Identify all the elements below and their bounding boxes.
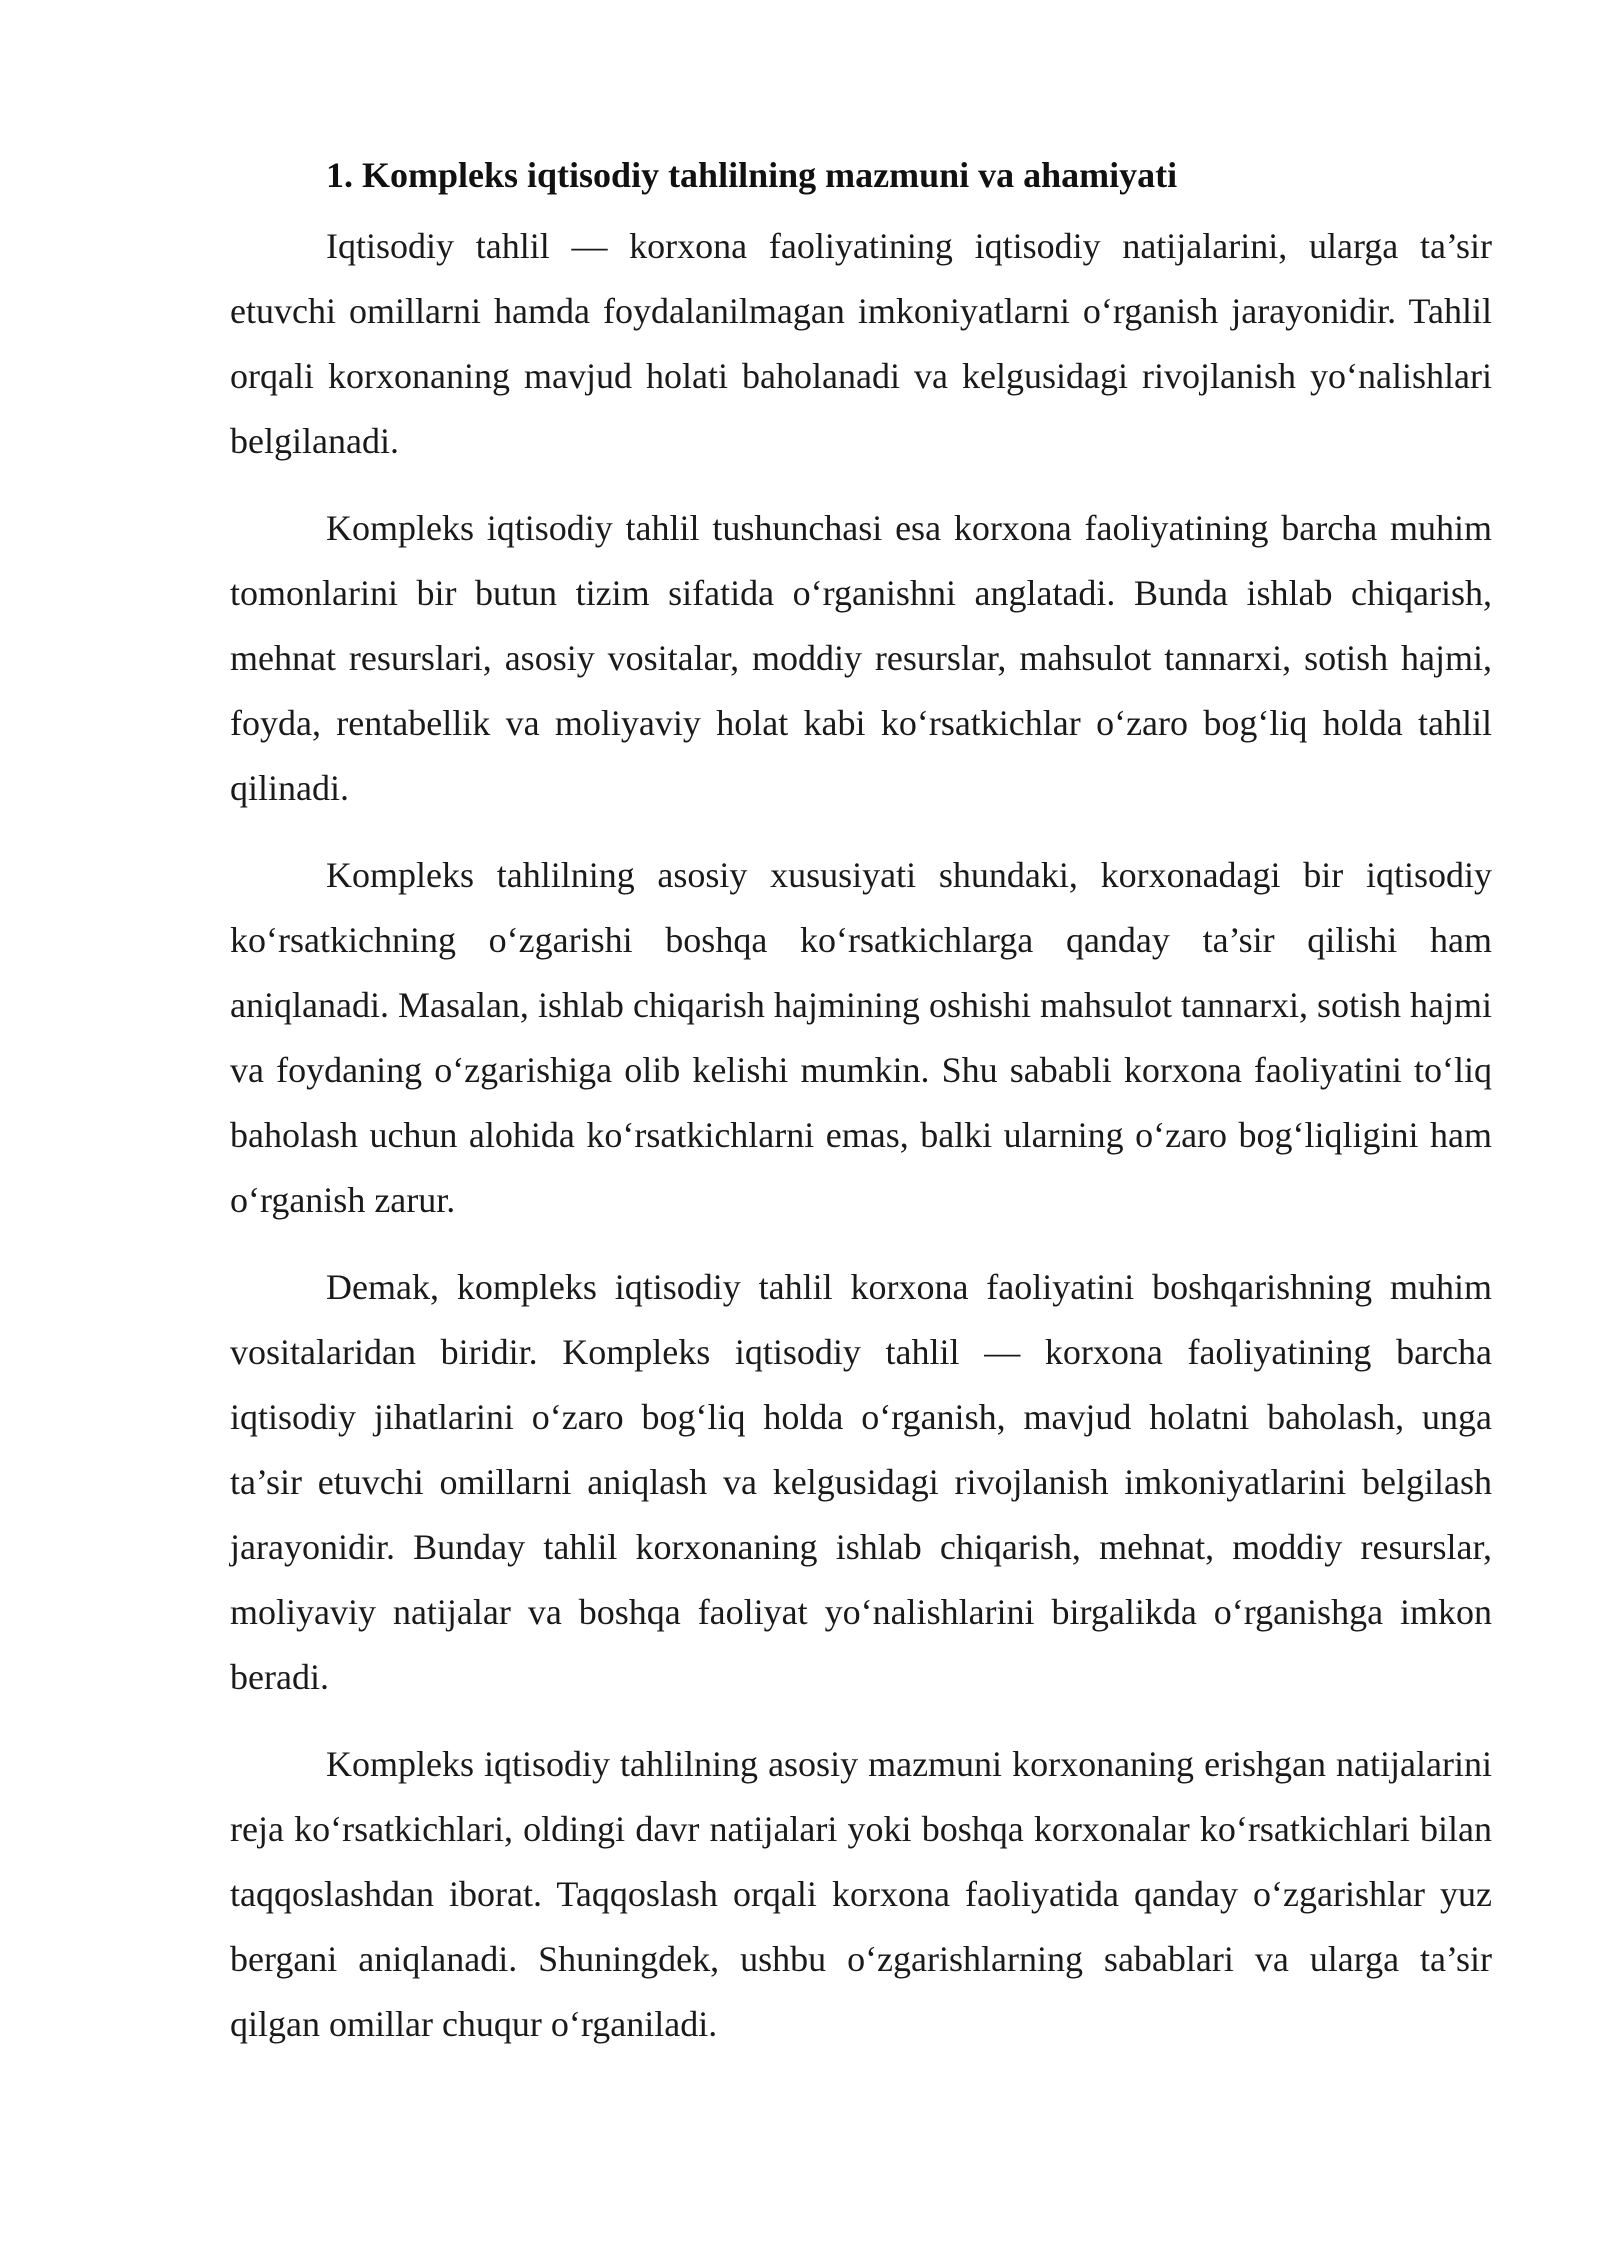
paragraph-5: Kompleks iqtisodiy tahlilning asosiy mazmuni korxonaning erishgan natijalarini reja ko‘rsatkichlari, oldingi davr natijalari yoki boshqa korxonalar ko‘rsatkichlari bilan taqqoslashdan iborat. Taqqoslash orqali korxona faoliyatida qanday o‘zgarishlar yuz bergani aniqlanadi. Shuningdek, ushbu o‘zgarishlarning sabablari va ularga ta’sir qilgan omillar chuqur o‘rganiladi. <box>230 1744 1492 2044</box>
section-heading: 1. Kompleks iqtisodiy tahlilning mazmuni va ahamiyati <box>326 155 1178 195</box>
document-body <box>230 150 1492 2079</box>
paragraph-3: Kompleks tahlilning asosiy xususiyati shundaki, korxonadagi bir iqtisodiy ko‘rsatkichning o‘zgarishi boshqa ko‘rsatkichlarga qanday ta’sir qilishi ham aniqlanadi. Masalan, ishlab chiqarish hajmining oshishi mahsulot tannarxi, sotish hajmi va foydaning o‘zgarishiga olib kelishi mumkin. Shu sababli korxona faoliyatini to‘liq baholash uchun alohida ko‘rsatkichlarni emas, balki ularning o‘zaro bog‘liqligini ham o‘rganish zarur. <box>230 855 1492 1220</box>
paragraph-2: Kompleks iqtisodiy tahlil tushunchasi esa korxona faoliyatining barcha muhim tomonlarini bir butun tizim sifatida o‘rganishni anglatadi. Bunda ishlab chiqarish, mehnat resurslari, asosiy vositalar, moddiy resurslar, mahsulot tannarxi, sotish hajmi, foyda, rentabellik va moliyaviy holat kabi ko‘rsatkichlar o‘zaro bog‘liq holda tahlil qilinadi. <box>230 508 1492 808</box>
paragraph-4: Demak, kompleks iqtisodiy tahlil korxona faoliyatini boshqarishning muhim vositalaridan biridir. Kompleks iqtisodiy tahlil — korxona faoliyatining barcha iqtisodiy jihatlarini o‘zaro bog‘liq holda o‘rganish, mavjud holatni baholash, unga ta’sir etuvchi omillarni aniqlash va kelgusidagi rivojlanish imkoniyatlarini belgilash jarayonidir. Bunday tahlil korxonaning ishlab chiqarish, mehnat, moddiy resurslar, moliyaviy natijalar va boshqa faoliyat yo‘nalishlarini birgalikda o‘rganishga imkon beradi. <box>230 1267 1492 1697</box>
paragraph-1: Iqtisodiy tahlil — korxona faoliyatining iqtisodiy natijalarini, ularga ta’sir etuvchi omillarni hamda foydalanilmagan imkoniyatlarni o‘rganish jarayonidir. Tahlil orqali korxonaning mavjud holati baholanadi va kelgusidagi rivojlanish yo‘nalishlari belgilanadi. <box>230 226 1492 461</box>
